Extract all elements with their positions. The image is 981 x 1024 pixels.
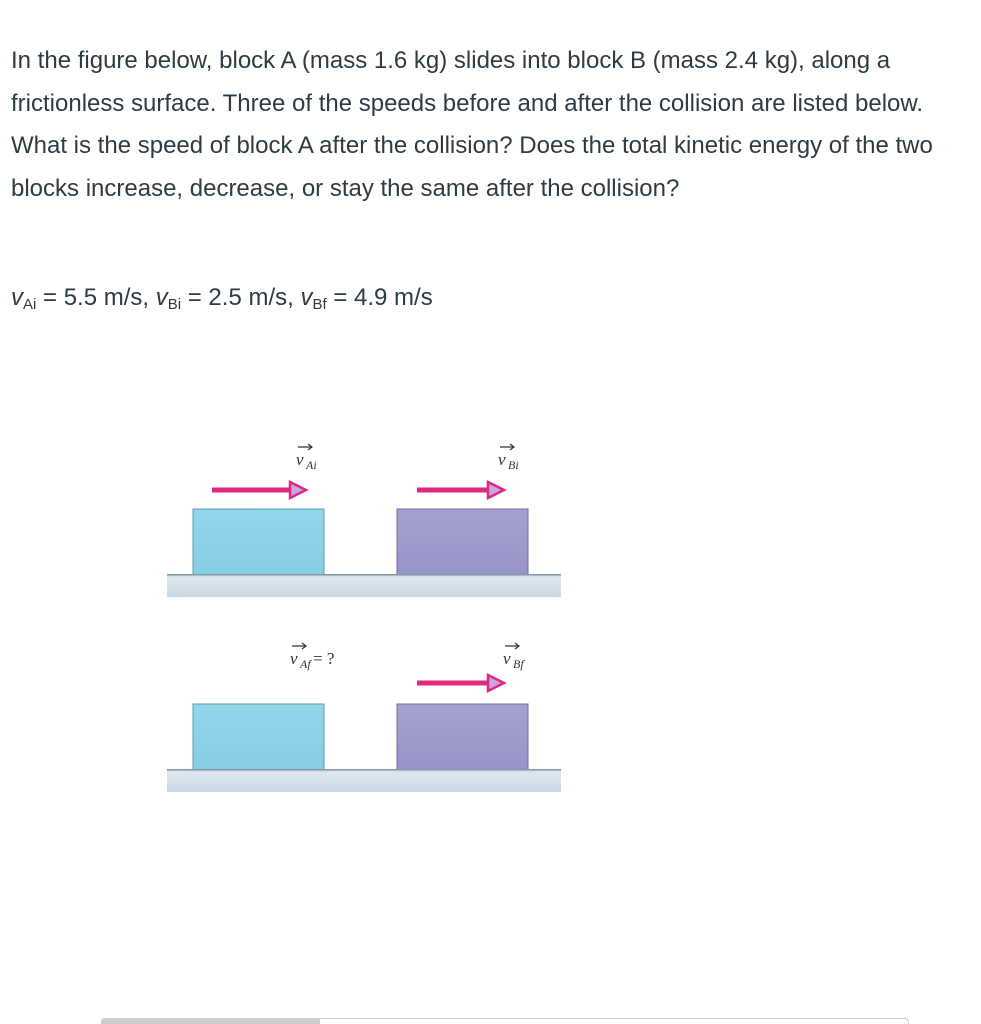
label-vbf-symbol: v (503, 649, 511, 668)
vbi-value: = 2.5 m/s, (181, 284, 301, 311)
vbf-subscript: Bf (312, 296, 327, 313)
given-values (11, 278, 433, 325)
label-vaf (290, 643, 334, 671)
vbi-subscript: Bi (167, 296, 182, 313)
label-vaf-question: = ? (313, 649, 335, 668)
label-vbf (503, 643, 525, 671)
block-b (397, 704, 528, 770)
vbf-symbol: v (300, 284, 313, 311)
arrowhead-icon (488, 482, 504, 498)
label-vai (296, 444, 317, 472)
label-vai-symbol: v (296, 450, 304, 469)
frictionless-surface (167, 769, 561, 792)
collision-diagram (150, 430, 580, 810)
block-a (193, 704, 324, 770)
label-vaf-subscript: Af (300, 657, 311, 671)
vbf-value: = 4.9 m/s (326, 284, 433, 311)
vai-subscript: Ai (23, 296, 37, 313)
frictionless-surface (167, 574, 561, 597)
vai-symbol: v (11, 284, 23, 311)
arrowhead-icon (488, 675, 504, 691)
answer-box-tab (102, 1019, 320, 1024)
vbi-symbol: v (155, 284, 168, 311)
arrowhead-icon (290, 482, 306, 498)
vai-value: = 5.5 m/s, (36, 284, 156, 311)
after-scene (167, 643, 561, 792)
arrow-vbf (417, 675, 504, 691)
label-vbi (498, 444, 519, 472)
block-a (193, 509, 324, 575)
question-text: In the figure below, block A (mass 1.6 kg) slides into block B (mass 2.4 kg), along a frictionless surface. Three of the speeds before and after the collision are listed below. What is the speed of block A after the collision? Does the total kinetic energy of the two blocks increase, decrease, or stay the same after the collision? (11, 47, 933, 202)
arrow-vai (212, 482, 306, 498)
label-vai-subscript: Ai (306, 458, 317, 472)
label-vaf-symbol: v (290, 649, 298, 668)
answer-box-edge (101, 1018, 909, 1024)
before-scene (167, 444, 561, 597)
label-vbi-subscript: Bi (508, 458, 519, 472)
block-b (397, 509, 528, 575)
collision-figure (150, 430, 580, 810)
label-vbf-subscript: Bf (513, 657, 524, 671)
label-vbi-symbol: v (498, 450, 506, 469)
arrow-vbi (417, 482, 504, 498)
